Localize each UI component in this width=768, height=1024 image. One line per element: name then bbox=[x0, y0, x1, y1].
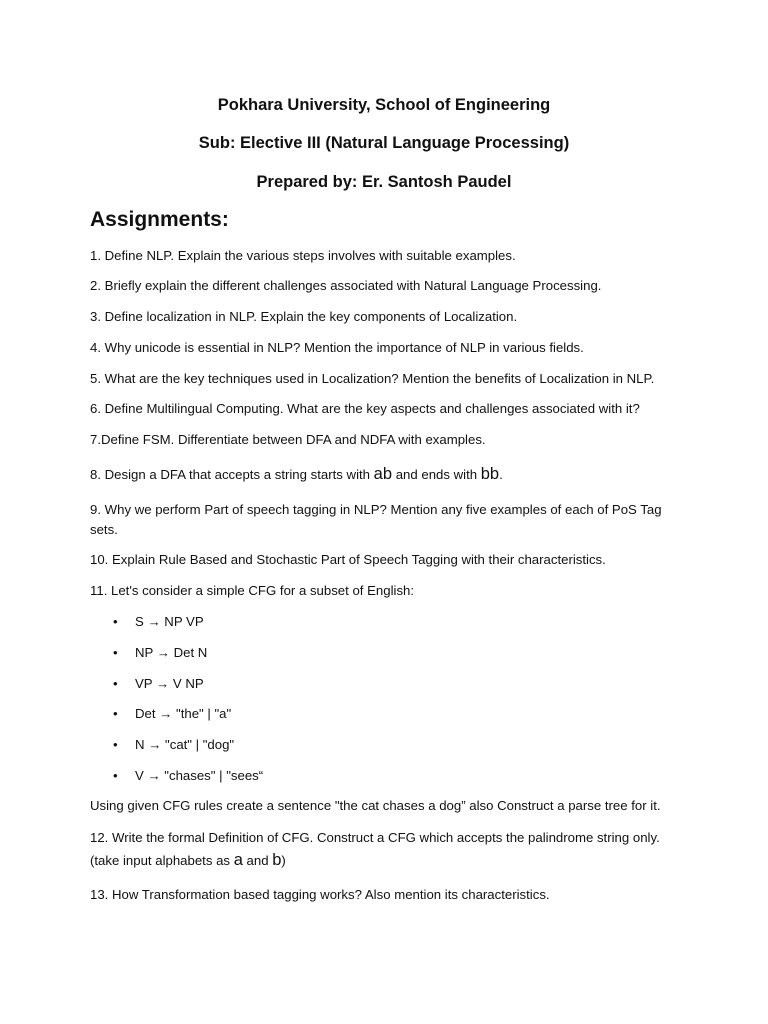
question-8-text-mid: and ends with bbox=[392, 467, 481, 482]
cfg-rule-text: Det → "the" | "a" bbox=[135, 706, 232, 721]
cfg-rule-1 bbox=[113, 612, 204, 632]
bullet-symbol: • bbox=[113, 768, 118, 783]
bullet-symbol: • bbox=[113, 676, 118, 691]
cfg-rule-text: NP → Det N bbox=[135, 645, 208, 660]
subject-heading: Sub: Elective III (Natural Language Processing) bbox=[198, 134, 570, 152]
question-12-line-2 bbox=[90, 850, 690, 871]
question-10: 10. Explain Rule Based and Stochastic Part of Speech Tagging with their characteristics. bbox=[90, 552, 606, 567]
bullet-symbol: • bbox=[113, 737, 118, 752]
question-4: 4. Why unicode is essential in NLP? Mention the importance of NLP in various fields. bbox=[90, 340, 584, 355]
question-11: 11. Let's consider a simple CFG for a subset of English: bbox=[90, 583, 415, 598]
cfg-rule-text: N → "cat" | "dog" bbox=[135, 737, 235, 752]
question-7: 7.Define FSM. Differentiate between DFA and NDFA with examples. bbox=[90, 432, 486, 447]
prepared-by-heading: Prepared by: Er. Santosh Paudel bbox=[256, 173, 512, 191]
question-8-text-end: . bbox=[499, 467, 503, 482]
cfg-rule-4 bbox=[113, 704, 231, 724]
question-1: 1. Define NLP. Explain the various steps involves with suitable examples. bbox=[90, 248, 516, 263]
question-11-followup: Using given CFG rules create a sentence "the cat chases a dog” also Construct a parse tree for it. bbox=[90, 798, 661, 813]
question-8-text-start: 8. Design a DFA that accepts a string starts with bbox=[90, 467, 374, 482]
question-12-line-1: 12. Write the formal Definition of CFG. Construct a CFG which accepts the palindrome string only. bbox=[90, 830, 660, 845]
question-5: 5. What are the key techniques used in Localization? Mention the benefits of Localization in NLP. bbox=[90, 371, 655, 386]
cfg-rule-5 bbox=[113, 735, 234, 755]
bullet-symbol: • bbox=[113, 706, 118, 721]
question-8-ab: ab bbox=[373, 465, 393, 483]
bullet-symbol: • bbox=[113, 645, 118, 660]
question-12-text-start: (take input alphabets as bbox=[90, 853, 234, 868]
question-12-text-end: ) bbox=[281, 853, 286, 868]
question-12-a: a bbox=[233, 851, 243, 869]
question-2: 2. Briefly explain the different challenges associated with Natural Language Processing. bbox=[90, 278, 602, 293]
question-8-bb: bb bbox=[480, 465, 500, 483]
cfg-rule-text: S → NP VP bbox=[135, 614, 204, 629]
cfg-rule-text: V → "chases" | "sees“ bbox=[135, 768, 264, 783]
assignments-title: Assignments: bbox=[90, 208, 229, 231]
bullet-symbol: • bbox=[113, 614, 118, 629]
cfg-rule-6 bbox=[113, 766, 263, 786]
cfg-rule-2 bbox=[113, 643, 207, 663]
question-9: 9. Why we perform Part of speech tagging in NLP? Mention any five examples of each of PoS Tag sets. bbox=[90, 502, 662, 537]
question-3: 3. Define localization in NLP. Explain the key components of Localization. bbox=[90, 309, 518, 324]
question-12-text-mid: and bbox=[242, 853, 273, 868]
university-heading: Pokhara University, School of Engineering bbox=[217, 96, 551, 114]
question-6: 6. Define Multilingual Computing. What are the key aspects and challenges associated with it? bbox=[90, 401, 640, 416]
question-12-b: b bbox=[272, 851, 282, 869]
cfg-rule-text: VP → V NP bbox=[135, 676, 204, 691]
cfg-rule-3 bbox=[113, 674, 204, 694]
question-8 bbox=[90, 464, 690, 485]
question-13: 13. How Transformation based tagging works? Also mention its characteristics. bbox=[90, 887, 550, 902]
